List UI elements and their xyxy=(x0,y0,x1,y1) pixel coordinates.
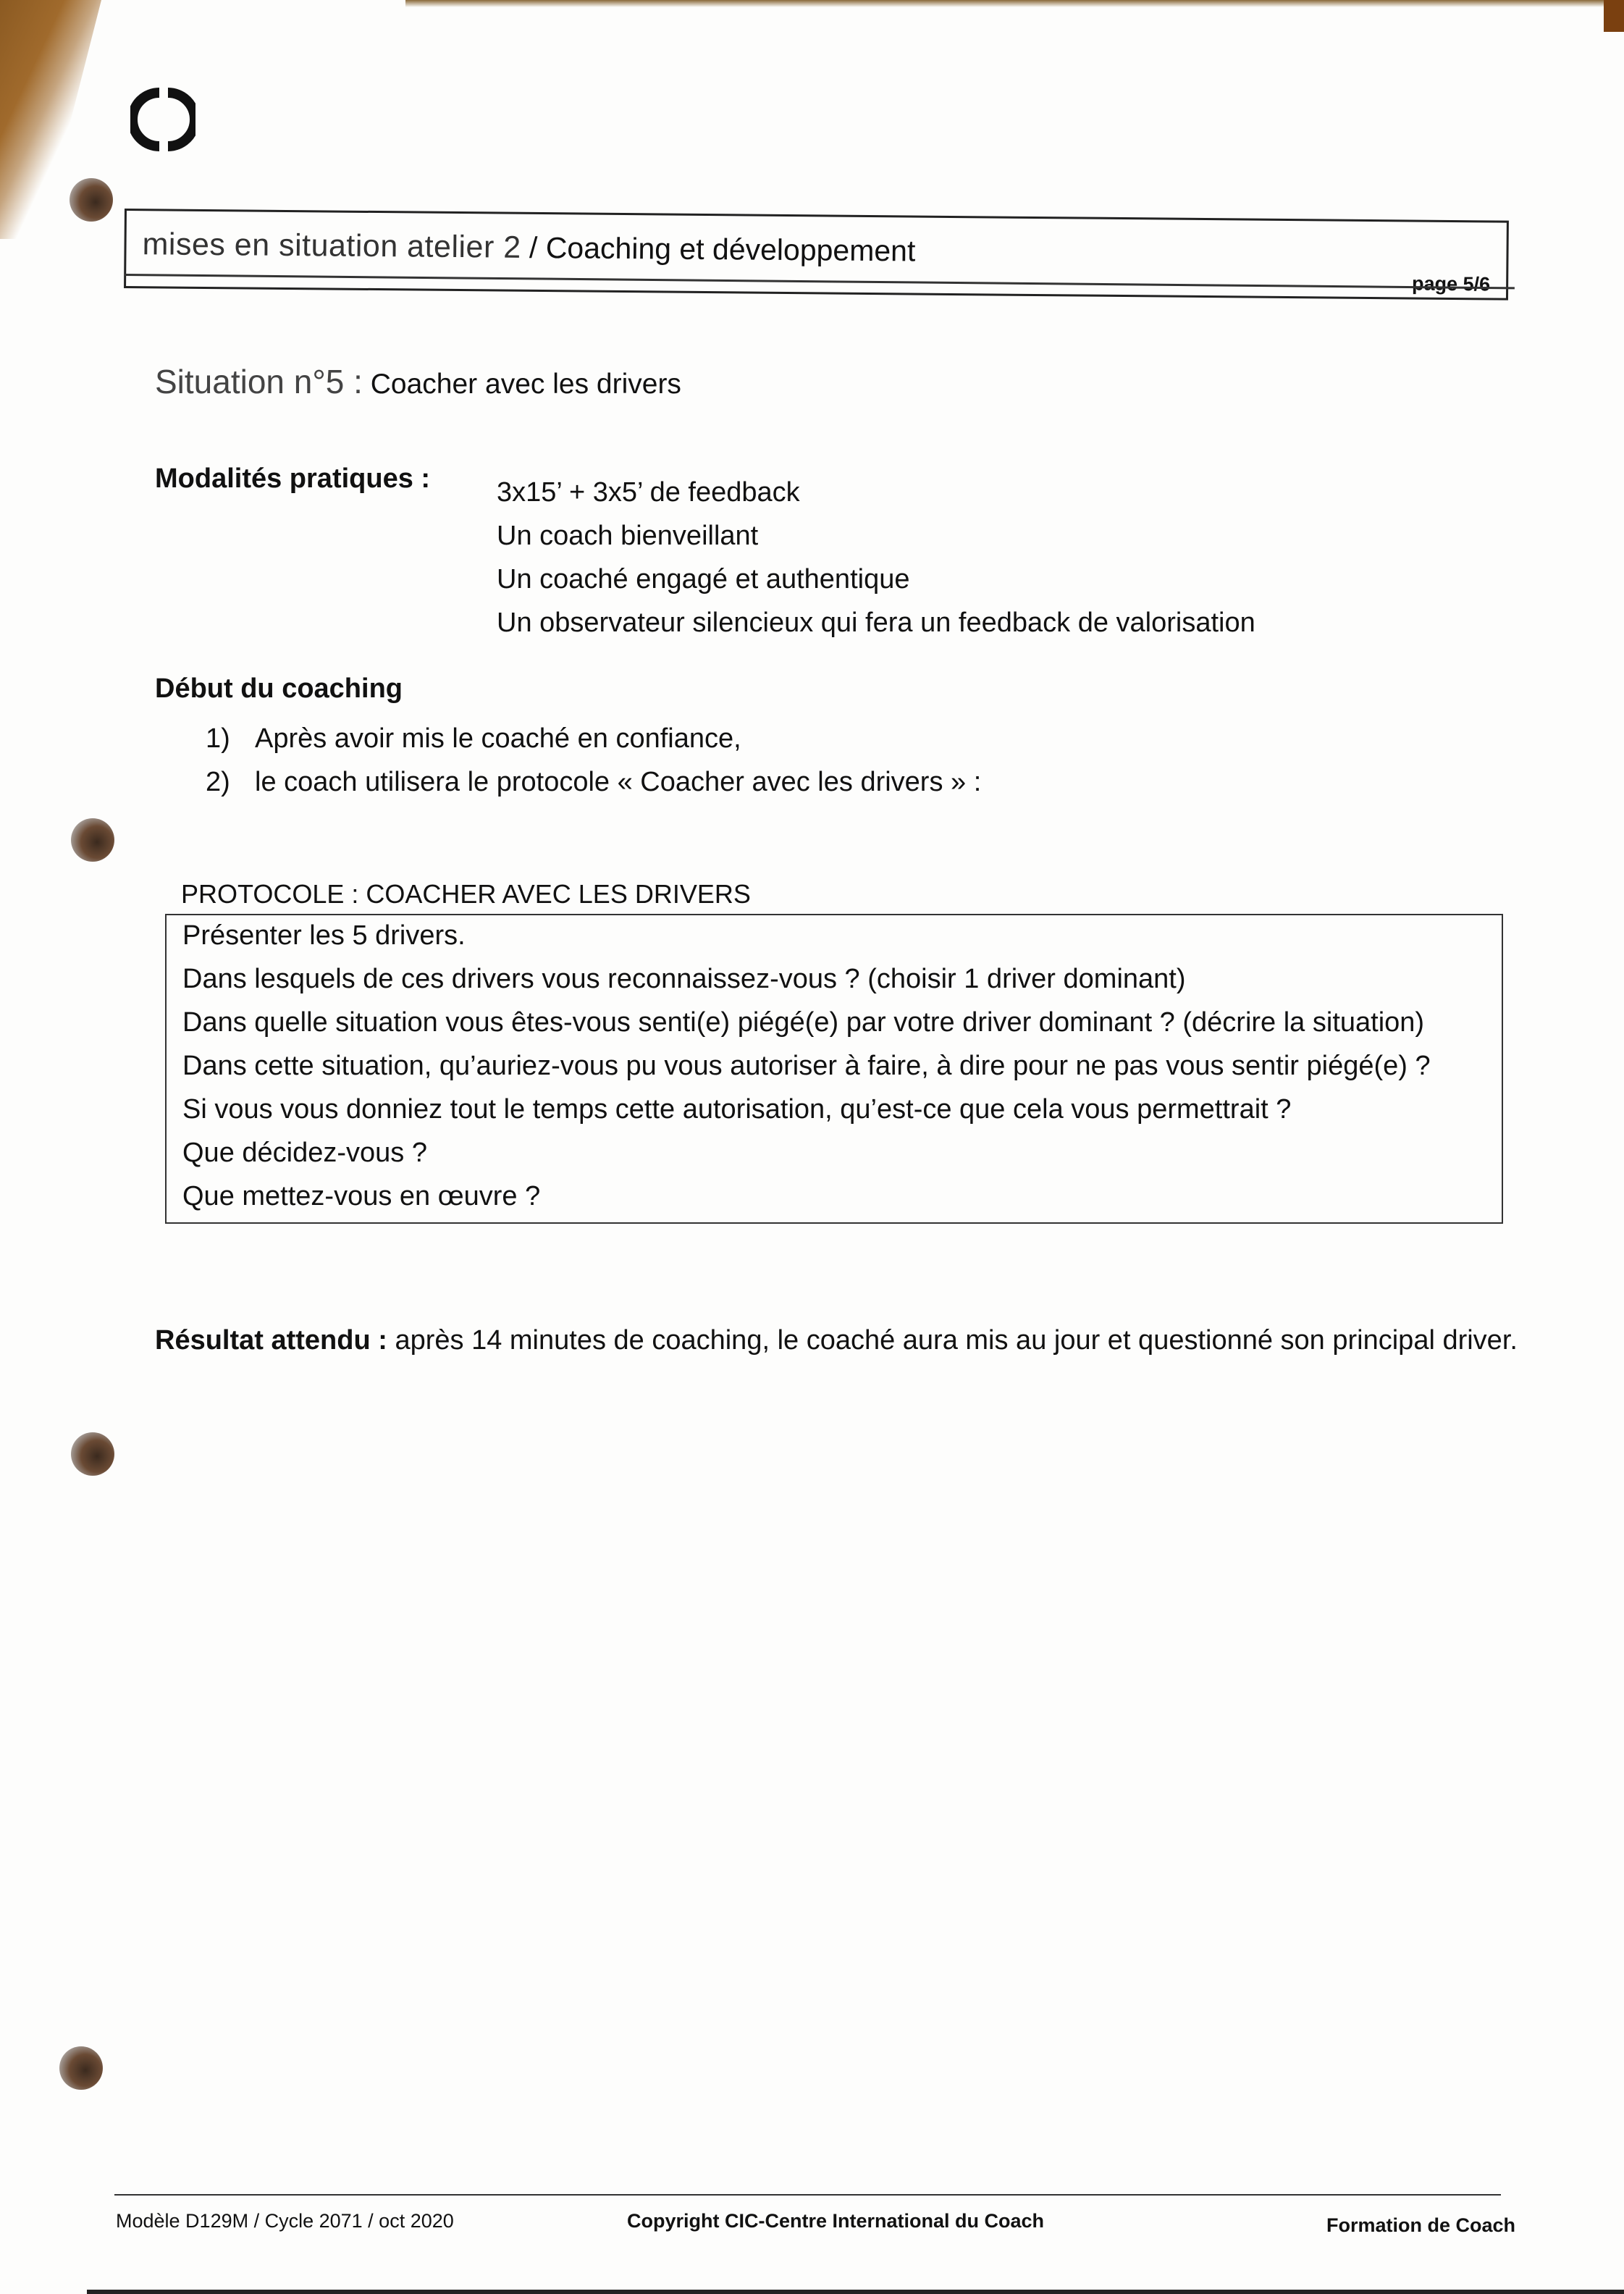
situation-value: Coacher avec les drivers xyxy=(362,369,681,400)
footer-program: Formation de Coach xyxy=(1326,2214,1516,2236)
list-item xyxy=(206,760,981,804)
bottom-edge-shadow xyxy=(87,2290,1624,2294)
list-item: 3x15’ + 3x5’ de feedback xyxy=(497,477,800,508)
modalites-list xyxy=(497,471,1255,644)
footer-model: Modèle D129M / Cycle 2071 / oct 2020 xyxy=(116,2210,454,2232)
steps-list xyxy=(206,717,981,804)
result-text: après 14 minutes de coaching, le coaché aura mis au jour et questionné son principal driver. xyxy=(387,1325,1518,1356)
logo-icon xyxy=(130,87,195,152)
step-text: le coach utilisera le protocole « Coacher avec les drivers » : xyxy=(255,767,982,797)
footer-copyright: Copyright CIC-Centre International du Coach xyxy=(627,2210,1045,2232)
table-row: Que décidez-vous ? xyxy=(182,1138,427,1168)
binder-hole xyxy=(71,1432,114,1476)
page-number: page 5/6 xyxy=(1411,272,1491,295)
result-label: Résultat attendu : xyxy=(155,1325,387,1356)
footer-divider xyxy=(114,2194,1501,2196)
expected-result xyxy=(155,1325,1518,1356)
list-item: Un observateur silencieux qui fera un feedback de valorisation xyxy=(497,608,1255,638)
binder-hole xyxy=(59,2046,103,2090)
table-row: Présenter les 5 drivers. xyxy=(182,920,466,951)
situation-label: Situation n°5 : xyxy=(155,363,363,400)
list-item: Un coach bienveillant xyxy=(497,521,759,551)
step-number: 2) xyxy=(206,767,230,797)
header-title-sub: / Coaching et développement xyxy=(521,230,916,268)
list-item: Un coaché engagé et authentique xyxy=(497,564,910,594)
page-title xyxy=(142,227,915,269)
table-row: Que mettez-vous en œuvre ? xyxy=(182,1181,541,1211)
protocol-title: PROTOCOLE : COACHER AVEC LES DRIVERS xyxy=(181,879,751,909)
situation-heading xyxy=(155,362,681,401)
list-item xyxy=(206,717,981,760)
table-row: Dans quelle situation vous êtes-vous senti(e) piégé(e) par votre driver dominant ? (décrire la situation) xyxy=(182,1007,1425,1038)
binder-hole xyxy=(71,818,114,862)
section-title: Début du coaching xyxy=(155,673,403,704)
corner-mark xyxy=(1604,0,1624,32)
modalites-label: Modalités pratiques : xyxy=(155,463,431,494)
table-row: Si vous vous donniez tout le temps cette autorisation, qu’est-ce que cela vous permettrait ? xyxy=(182,1094,1292,1125)
binder-hole xyxy=(70,178,113,222)
step-number: 1) xyxy=(206,723,230,754)
header-title-main: mises en situation atelier 2 xyxy=(142,227,521,265)
top-edge-shadow xyxy=(405,0,1624,7)
table-row: Dans cette situation, qu’auriez-vous pu vous autoriser à faire, à dire pour ne pas vous sentir piégé(e) ? xyxy=(182,1051,1431,1081)
table-row: Dans lesquels de ces drivers vous reconnaissez-vous ? (choisir 1 driver dominant) xyxy=(182,964,1186,994)
protocol-box xyxy=(165,914,1503,1224)
step-text: Après avoir mis le coaché en confiance, xyxy=(255,723,741,754)
